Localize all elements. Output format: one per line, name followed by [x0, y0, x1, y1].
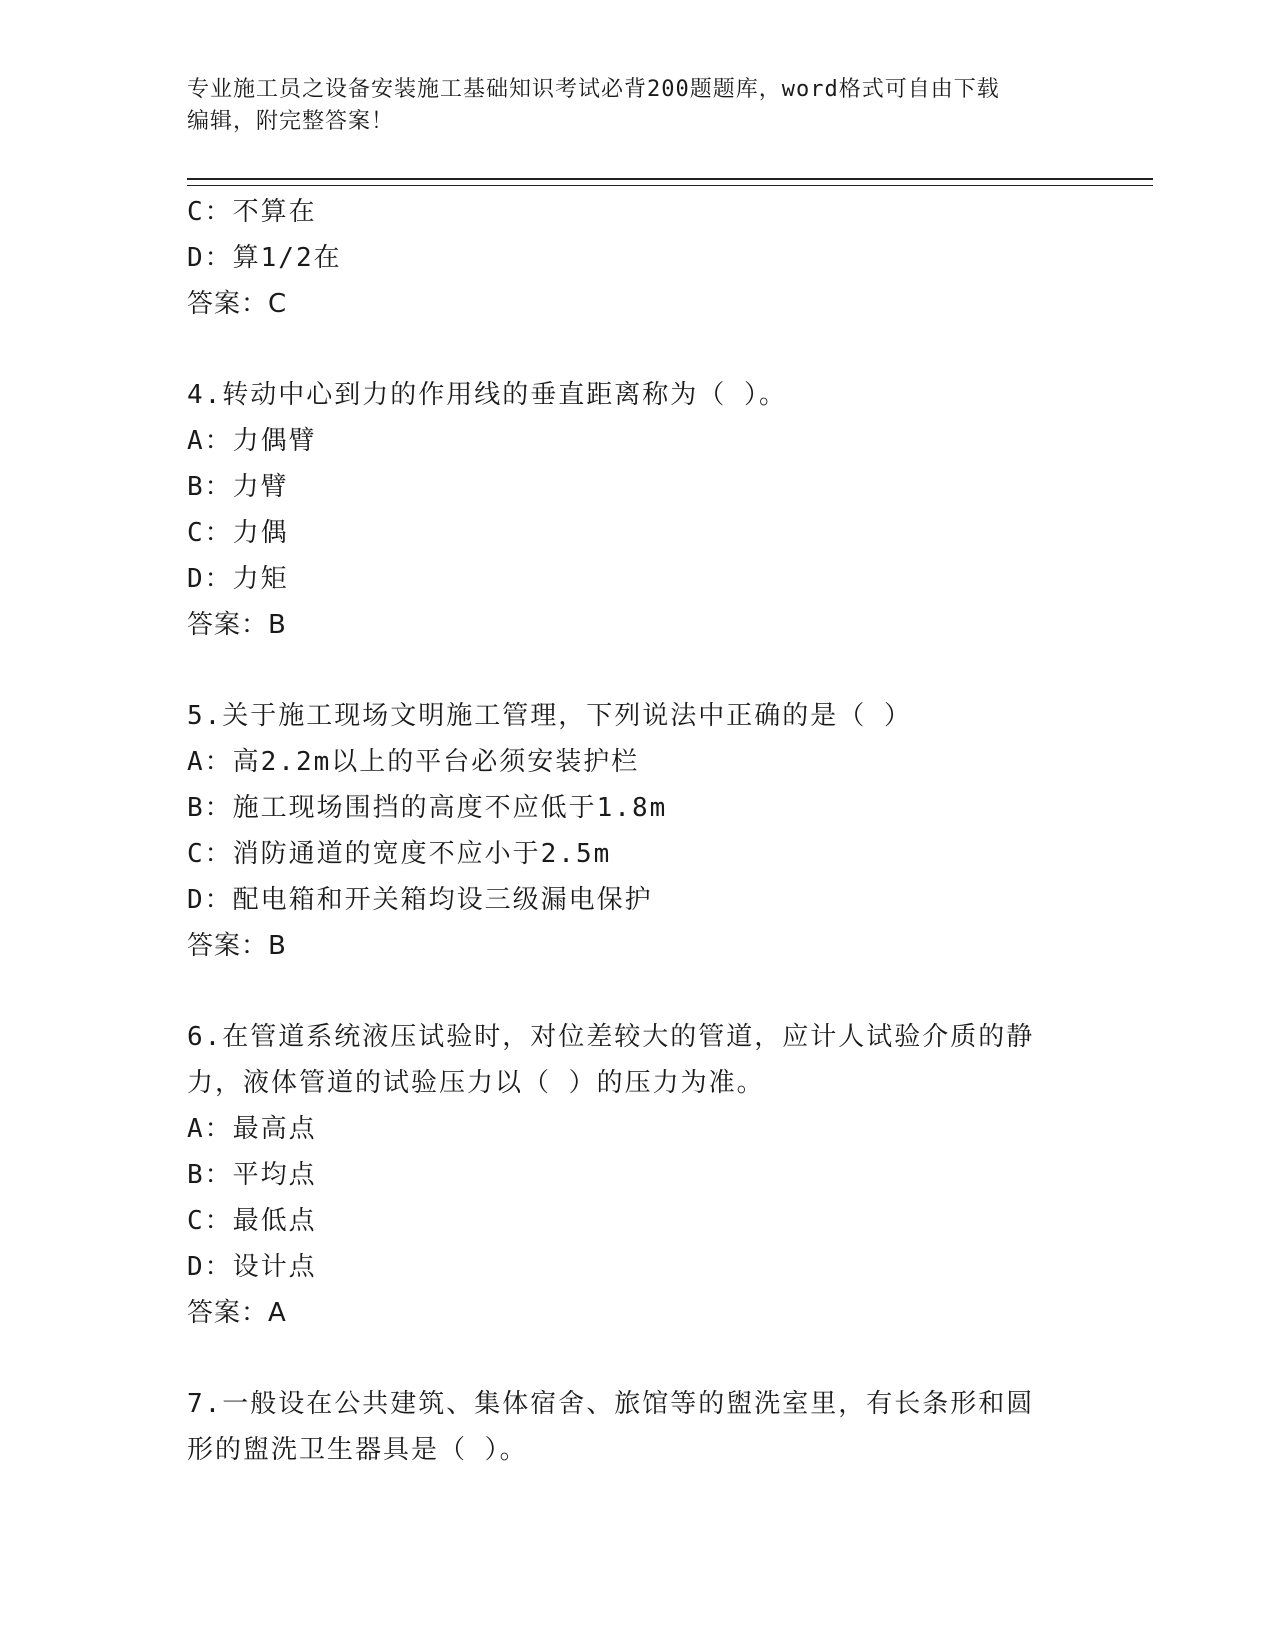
option-c: C：力偶: [187, 518, 289, 548]
page-header: [187, 74, 1087, 138]
answer-line: 答案：B: [187, 931, 287, 961]
question-text: 4.转动中心到力的作用线的垂直距离称为（ ）。: [187, 380, 787, 410]
question-block-5: [187, 693, 1087, 969]
option-b: B：力臂: [187, 472, 289, 502]
option-a: A：力偶臂: [187, 426, 317, 456]
header-divider: [187, 178, 1153, 186]
option-d: D：配电箱和开关箱均设三级漏电保护: [187, 885, 653, 915]
option-c: C：最低点: [187, 1206, 317, 1236]
question-text: 5.关于施工现场文明施工管理，下列说法中正确的是（ ）: [187, 701, 912, 731]
header-line-2: 编辑，附完整答案！: [187, 109, 395, 134]
question-block-4: [187, 372, 1087, 648]
document-body: [187, 189, 1087, 1473]
option-d: D：设计点: [187, 1252, 317, 1282]
question-text-line-2: 形的盥洗卫生器具是（ ）。: [187, 1435, 528, 1465]
answer-line: 答案：A: [187, 1298, 287, 1328]
question-block-7: [187, 1381, 1087, 1473]
option-c: C：不算在: [187, 197, 317, 227]
question-text-line-2: 力，液体管道的试验压力以（ ）的压力为准。: [187, 1068, 765, 1098]
question-text-line-1: 7.一般设在公共建筑、集体宿舍、旅馆等的盥洗室里，有长条形和圆: [187, 1389, 1035, 1419]
header-line-1: 专业施工员之设备安装施工基础知识考试必背200题题库，word格式可自由下载: [187, 77, 1000, 102]
question-text-line-1: 6.在管道系统液压试验时，对位差较大的管道，应计人试验介质的静: [187, 1022, 1035, 1052]
option-c: C：消防通道的宽度不应小于2.5m: [187, 839, 612, 869]
option-a: A：高2.2m以上的平台必须安装护栏: [187, 747, 640, 777]
answer-line: 答案：B: [187, 610, 287, 640]
answer-line: 答案：C: [187, 289, 288, 319]
option-b: B：施工现场围挡的高度不应低于1.8m: [187, 793, 668, 823]
option-d: D：力矩: [187, 564, 289, 594]
option-d: D：算1/2在: [187, 243, 342, 273]
option-a: A：最高点: [187, 1114, 317, 1144]
question-block-6: [187, 1014, 1087, 1336]
option-b: B：平均点: [187, 1160, 317, 1190]
